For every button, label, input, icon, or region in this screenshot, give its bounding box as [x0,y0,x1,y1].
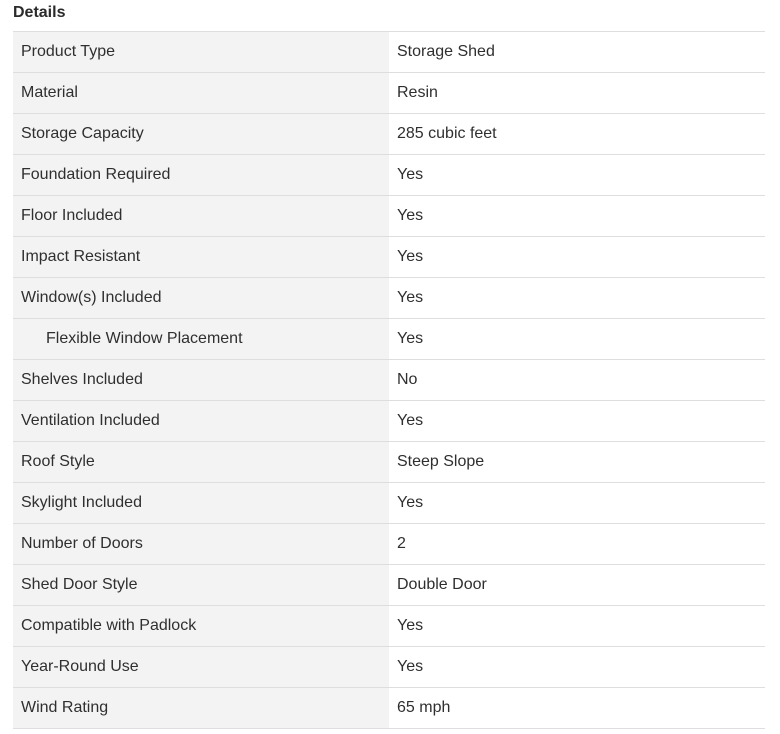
spec-label: Compatible with Padlock [13,606,389,646]
spec-label: Window(s) Included [13,278,389,318]
spec-row [13,606,765,647]
spec-row [13,401,765,442]
spec-label: Wind Rating [13,688,389,728]
spec-value: Resin [389,73,765,113]
spec-value: Yes [389,237,765,277]
spec-value: Yes [389,483,765,523]
spec-row [13,237,765,278]
spec-value: Yes [389,606,765,646]
spec-row [13,73,765,114]
spec-label: Roof Style [13,442,389,482]
spec-row [13,647,765,688]
spec-row [13,114,765,155]
spec-label: Shed Door Style [13,565,389,605]
spec-value: 285 cubic feet [389,114,765,154]
spec-row [13,32,765,73]
spec-label: Skylight Included [13,483,389,523]
spec-label: Material [13,73,389,113]
spec-label: Floor Included [13,196,389,236]
spec-label: Product Type [13,32,389,72]
spec-row-indented [13,319,765,360]
spec-value: Yes [389,155,765,195]
spec-label: Foundation Required [13,155,389,195]
spec-value: Steep Slope [389,442,765,482]
spec-label: Ventilation Included [13,401,389,441]
spec-row [13,483,765,524]
spec-row [13,360,765,401]
spec-row [13,278,765,319]
spec-value: Yes [389,319,765,359]
spec-row [13,688,765,729]
spec-value: Yes [389,647,765,687]
spec-label: Shelves Included [13,360,389,400]
spec-value: Double Door [389,565,765,605]
spec-value: Storage Shed [389,32,765,72]
spec-row [13,565,765,606]
spec-row [13,442,765,483]
spec-value: 65 mph [389,688,765,728]
section-title: Details [13,4,66,21]
spec-value: No [389,360,765,400]
spec-table [13,31,765,729]
spec-label: Year-Round Use [13,647,389,687]
spec-row [13,155,765,196]
spec-label: Storage Capacity [13,114,389,154]
spec-label: Impact Resistant [13,237,389,277]
spec-label: Number of Doors [13,524,389,564]
spec-value: Yes [389,196,765,236]
spec-row [13,196,765,237]
spec-value: Yes [389,278,765,318]
spec-value: 2 [389,524,765,564]
spec-row [13,524,765,565]
spec-value: Yes [389,401,765,441]
spec-label: Flexible Window Placement [13,319,389,359]
